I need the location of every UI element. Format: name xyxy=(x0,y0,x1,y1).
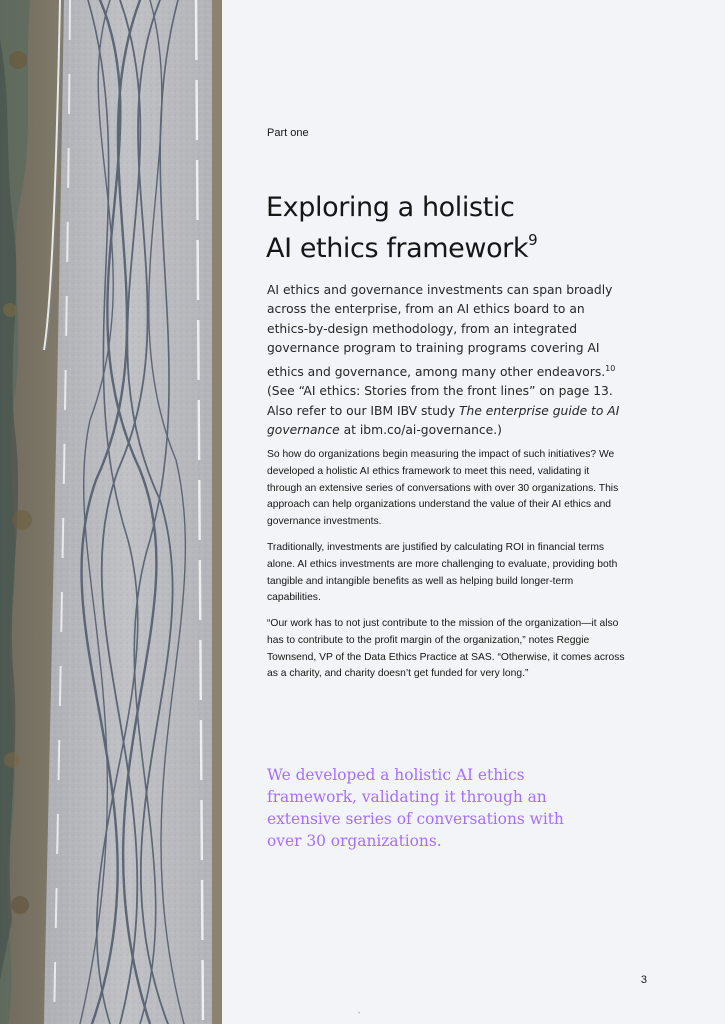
section-label: Part one xyxy=(267,127,309,139)
page-title xyxy=(266,190,686,266)
pull-quote: We developed a holistic AI ethics framework, validating it through an extensive series of conversations with over 30 organizations. xyxy=(267,766,564,850)
lead-see-text: (See “AI ethics: Stories from the front lines” on page 13. Also refer to our IBM IBV study xyxy=(267,384,613,418)
page-number: 3 xyxy=(640,974,647,986)
lead-link-text: at ibm.co/ai-governance.) xyxy=(339,422,502,437)
study-title: The enterprise guide to AI governance xyxy=(267,403,620,437)
lead-text: AI ethics and governance investments can span broadly across the enterprise, from an AI ethics board to an ethics-by-design methodology, from an integrated governance program to training programs covering AI ethics and governance, among many other endeavors. xyxy=(267,283,613,379)
title-footnote-marker: 9 xyxy=(528,231,538,249)
body-paragraph-3: “Our work has to not just contribute to the mission of the organization—it also has to contribute to the profit margin of the organization,” notes Reggie Townsend, VP of the Data Ethics Practice at SAS. “Otherwise, it comes across as a charity, and charity doesn’t get funded for very long.” xyxy=(267,618,625,680)
lead-footnote-marker: 10 xyxy=(605,363,616,373)
title-line-2: AI ethics framework xyxy=(266,233,529,264)
aerial-road-photo xyxy=(0,0,222,1024)
title-line-1: Exploring a holistic xyxy=(266,192,515,223)
lead-paragraph xyxy=(267,281,627,440)
body-paragraph-2: Traditionally, investments are justified by calculating ROI in financial terms alone. AI ethics investments are more challenging to evaluate, providing both tangible and intangible benefits as well as helping build longer-term capabilities. xyxy=(267,542,618,604)
footer-mark: • xyxy=(358,1011,361,1017)
body-paragraph-1: So how do organizations begin measuring the impact of such initiatives? We developed a holistic AI ethics framework to meet this need, validating it through an extensive series of conversations with over 30 organizations. This approach can help organizations understand the value of their AI ethics and governance investments. xyxy=(267,449,619,528)
